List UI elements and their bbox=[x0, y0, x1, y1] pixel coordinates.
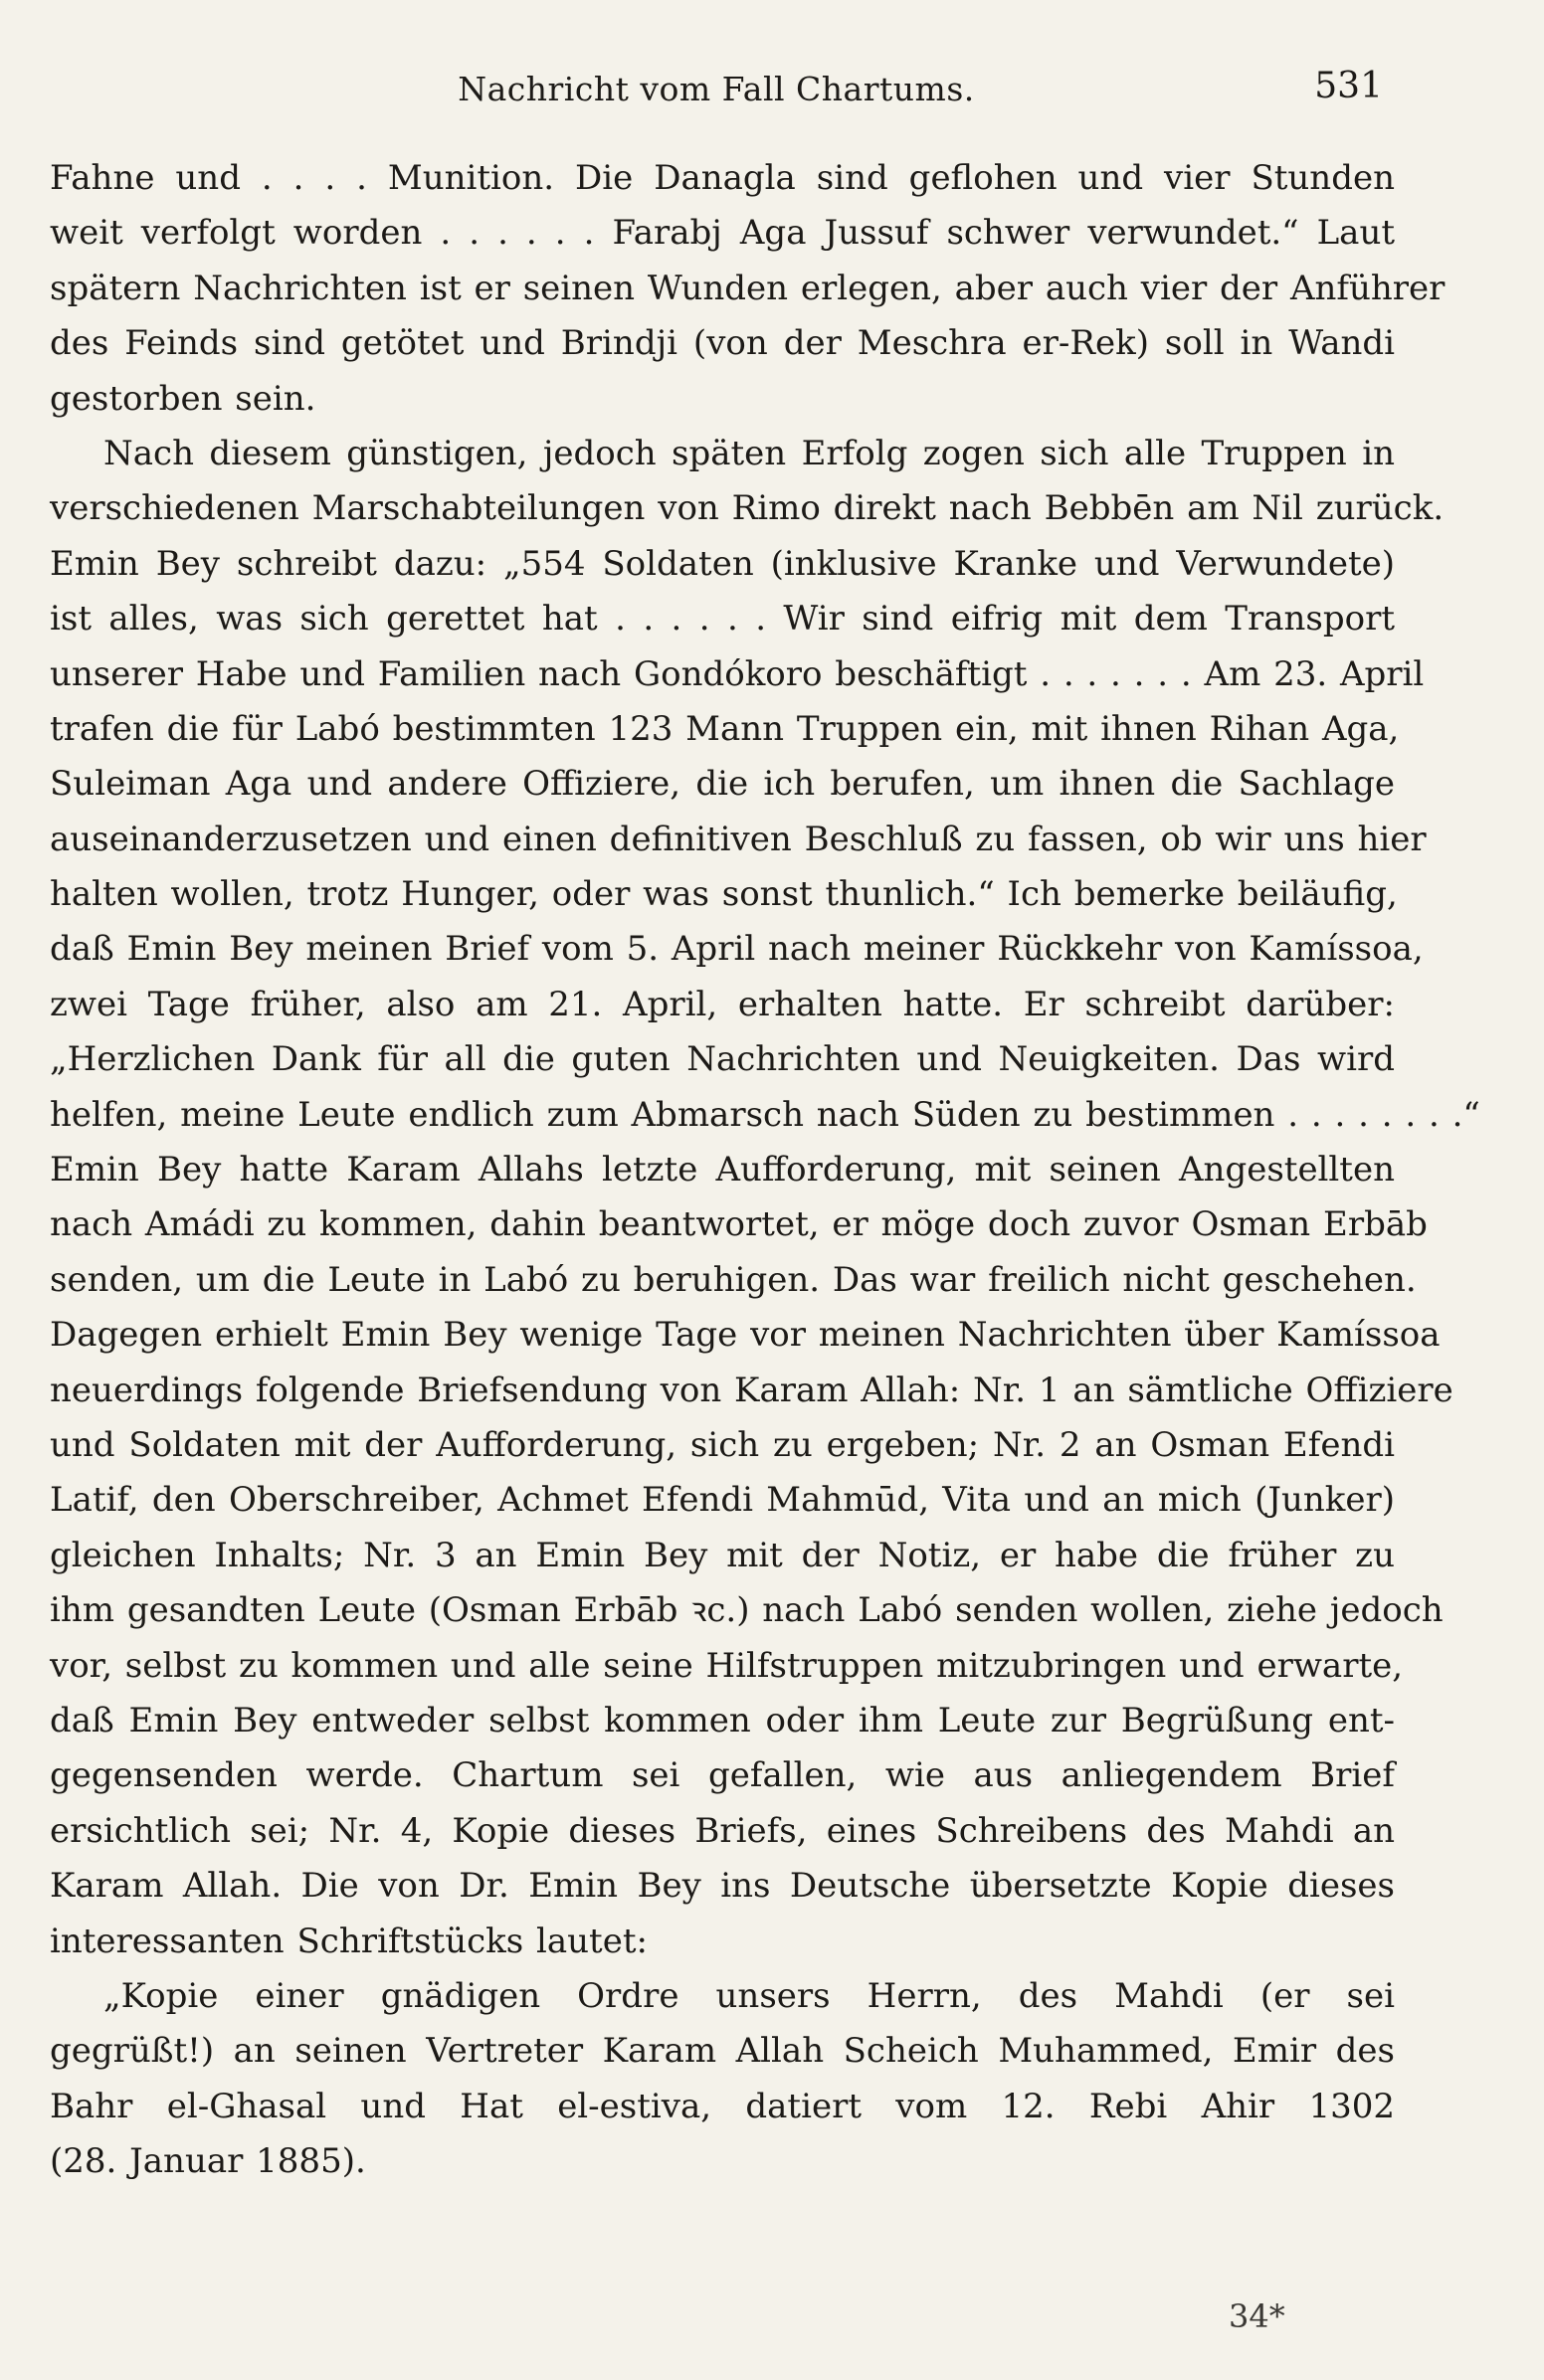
text-line: Fahne und . . . . Munition. Die Danagla sind geflohen und vier Stunden bbox=[50, 158, 1395, 198]
text-line: unserer Habe und Familien nach Gondókoro beschäftigt . . . . . . . Am 23. April bbox=[50, 653, 1425, 694]
text-line: ist alles, was sich gerettet hat . . . . . . Wir sind eifrig mit dem Transport bbox=[50, 599, 1395, 640]
text-line: Emin Bey schreibt dazu: „554 Soldaten (inklusive Kranke und Verwundete) bbox=[50, 543, 1395, 584]
text-line: gegensenden werde. Chartum sei gefallen, wie aus anliegendem Brief bbox=[50, 1755, 1395, 1796]
text-line: daß Emin Bey meinen Brief vom 5. April nach meiner Rückkehr von Kamíssoa, bbox=[50, 929, 1424, 970]
body-text bbox=[50, 151, 1480, 2189]
page-number: 531 bbox=[1314, 66, 1383, 106]
text-line: gegrüßt!) an seinen Vertreter Karam Allah Scheich Muhammed, Emir des bbox=[50, 2031, 1395, 2072]
text-line: und Soldaten mit der Aufforderung, sich zu ergeben; Nr. 2 an Osman Efendi bbox=[50, 1424, 1395, 1465]
text-line: vor, selbst zu kommen und alle seine Hilfstruppen mitzubringen und erwarte, bbox=[50, 1645, 1404, 1686]
text-line: des Feinds sind getötet und Brindji (von der Meschra er-Rek) soll in Wandi bbox=[50, 323, 1395, 364]
text-line: Dagegen erhielt Emin Bey wenige Tage vor meinen Nachrichten über Kamíssoa bbox=[50, 1315, 1441, 1356]
text-line: gestorben sein. bbox=[50, 378, 316, 419]
text-line: daß Emin Bey entweder selbst kommen oder ihm Leute zur Begrüßung ent- bbox=[50, 1700, 1395, 1740]
signature-mark: 34* bbox=[1229, 2297, 1285, 2335]
text-line: (28. Januar 1885). bbox=[50, 2141, 366, 2182]
text-line: auseinanderzusetzen und einen definitiven Beschluß zu fassen, ob wir uns hier bbox=[50, 819, 1427, 859]
page-header bbox=[50, 60, 1383, 129]
text-line: trafen die für Labó bestimmten 123 Mann Truppen ein, mit ihnen Rihan Aga, bbox=[50, 708, 1400, 749]
text-line: verschiedenen Marschabteilungen von Rimo direkt nach Bebbēn am Nil zurück. bbox=[50, 488, 1445, 529]
text-line: ersichtlich sei; Nr. 4, Kopie dieses Briefs, eines Schreibens des Mahdi an bbox=[50, 1810, 1395, 1851]
text-line: weit verfolgt worden . . . . . . Farabj Aga Jussuf schwer verwundet.“ Laut bbox=[50, 213, 1395, 254]
quote-start-line: „Kopie einer gnädigen Ordre unsers Herrn, des Mahdi (er sei bbox=[103, 1975, 1395, 2016]
text-line: ihm gesandten Leute (Osman Erbāb ꝛc.) nach Labó senden wollen, ziehe jedoch bbox=[50, 1590, 1444, 1631]
text-line: senden, um die Leute in Labó zu beruhigen. Das war freilich nicht geschehen. bbox=[50, 1259, 1417, 1300]
text-line: Latif, den Oberschreiber, Achmet Efendi Mahmūd, Vita und an mich (Junker) bbox=[50, 1480, 1395, 1521]
text-line: halten wollen, trotz Hunger, oder was sonst thunlich.“ Ich bemerke beiläufig, bbox=[50, 874, 1398, 915]
text-line: interessanten Schriftstücks lautet: bbox=[50, 1921, 648, 1961]
text-line: zwei Tage früher, also am 21. April, erhalten hatte. Er schreibt darüber: bbox=[50, 984, 1395, 1024]
text-line: Suleiman Aga und andere Offiziere, die ich berufen, um ihnen die Sachlage bbox=[50, 764, 1395, 805]
paragraph-start-line: Nach diesem günstigen, jedoch späten Erfolg zogen sich alle Truppen in bbox=[103, 433, 1395, 473]
text-line: neuerdings folgende Briefsendung von Karam Allah: Nr. 1 an sämtliche Offiziere bbox=[50, 1370, 1453, 1410]
text-line: Bahr el-Ghasal und Hat el-estiva, datiert vom 12. Rebi Ahir 1302 bbox=[50, 2086, 1395, 2126]
text-line: spätern Nachrichten ist er seinen Wunden erlegen, aber auch vier der Anführer bbox=[50, 268, 1446, 308]
running-title: Nachricht vom Fall Chartums. bbox=[458, 70, 975, 108]
text-line: gleichen Inhalts; Nr. 3 an Emin Bey mit der Notiz, er habe die früher zu bbox=[50, 1535, 1395, 1575]
text-line: Karam Allah. Die von Dr. Emin Bey ins Deutsche übersetzte Kopie dieses bbox=[50, 1866, 1395, 1907]
text-line: Emin Bey hatte Karam Allahs letzte Aufforderung, mit seinen Angestellten bbox=[50, 1150, 1395, 1190]
text-line: „Herzlichen Dank für all die guten Nachrichten und Neuigkeiten. Das wird bbox=[50, 1039, 1395, 1080]
text-line: helfen, meine Leute endlich zum Abmarsch nach Süden zu bestimmen . . . . . . . .“ bbox=[50, 1094, 1480, 1135]
text-line: nach Amádi zu kommen, dahin beantwortet, er möge doch zuvor Osman Erbāb bbox=[50, 1204, 1428, 1245]
